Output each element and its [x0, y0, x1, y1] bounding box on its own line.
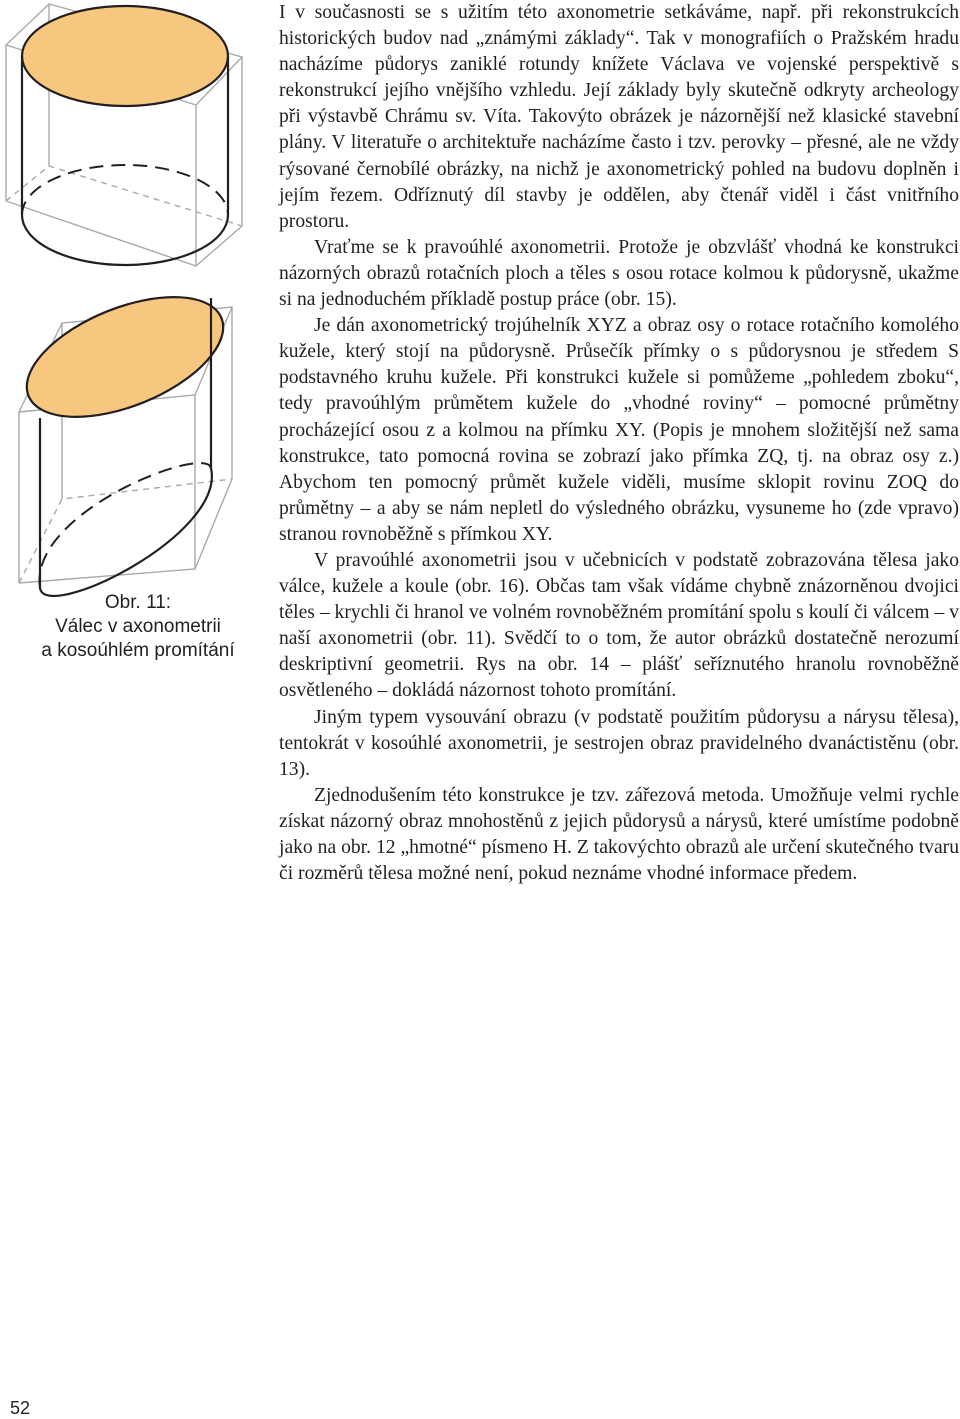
paragraph: Je dán axonometrický trojúhelník XYZ a obraz osy o rotace rotačního komolého kužele, který stojí na půdorysně. Průsečík přímky o s půdorysnou je středem S podstavného kruhu kužele. Při konstrukci kužele si pomůžeme „pohledem zboku“, tedy pravoúhlým průmětem kužele do „vhodné roviny“ – pomocné průmětny procházející osou z a kolmou na přímku XY. (Popis je mnohem složitější než sama konstrukce, tato pomocná rovina se zobrazí jako přímka ZQ, tj. na obraz osy z.) Abychom ten pomocný průmět kužele viděli, musíme sklopit rovinu ZOQ do průmětny – a aby se nám nepletl do výsledného obrázku, vysuneme ho (zde vpravo) stranou rovnoběžně s přímkou XY. — [279, 315, 959, 545]
paragraph: Vraťme se k pravoúhlé axonometrii. Protože je obzvlášť vhodná ke konstrukci názorných obrazů rotačních ploch a těles s osou rotace kolmou k půdorysně, ukažme si na jednoduchém příkladě postup práce (obr. 15). — [279, 236, 959, 311]
caption-line: Obr. 11: — [104, 592, 172, 613]
cylinder-figure — [0, 0, 275, 600]
page-number: 52 — [10, 1398, 31, 1418]
figure-caption — [10, 591, 266, 663]
caption-line: a kosoúhlém promítání — [41, 640, 235, 661]
paragraph: Zjednodušením této konstrukce je tzv. zářezová metoda. Umožňuje velmi rychle získat názorný obraz mnohostěnů z jejich půdorysů a nárysů, které umístíme podobně jako na obr. 12 „hmotné“ písmeno H. Z takovýchto obrazů ale určení skutečného tvaru či rozměrů tělesa možné není, pokud neznáme vhodné informace předem. — [279, 784, 959, 885]
caption-line: Válec v axonometrii — [55, 616, 221, 637]
body-text — [279, 0, 959, 887]
lower-cylinder — [10, 273, 240, 596]
paragraph: V pravoúhlé axonometrii jsou v učebnicích v podstatě zobrazována tělesa jako válce, kužele a koule (obr. 16). Občas tam však vídáme chybně znázorněnou dvojici těles – krychli či hranol ve volném rovnoběžném promítání spolu s koulí či válcem – v naší axonometrii (obr. 11). Svědčí to o tom, že autor obrázků dostatečně nerozumí deskriptivní geometrii. Rys na obr. 14 – plášť seříznutého hranolu rovnoběžně osvětleného – dokládá názornost tohoto promítání. — [279, 549, 959, 702]
upper-top-ellipse — [22, 6, 228, 106]
lower-top-ellipse — [10, 273, 240, 442]
paragraph: Jiným typem vysouvání obrazu (v podstatě použitím půdorysu a nárysu tělesa), tentokrát v kosoúhlé axonometrii, je sestrojen obraz pravidelného dvanáctistěnu (obr. 13). — [279, 706, 959, 780]
upper-cylinder — [6, 4, 242, 266]
paragraph: I v současnosti se s užitím této axonometrie setkáváme, např. při rekonstrukcích historických budov nad „známými základy“. Tak v monografiích o Pražském hradu nacházíme půdorys zaniklé rotundy knížete Václava ve vojenské perspektivě s rekonstrukcí jejího vnějšího vzhledu. Její základy byly skutečně odkryty archeology při výstavbě Chrámu sv. Víta. Takovýto obrázek je názornější než klasické stavební plány. V literatuře o architektuře nacházíme často i tzv. perovky – přesné, ale ne vždy rýsované černobílé obrázky, na nichž je axonometrický pohled na budovu doplněn i jejím řezem. Odříznutý díl stavby je oddělen, aby čtenář viděl i část vnitřního prostoru. — [279, 2, 959, 232]
